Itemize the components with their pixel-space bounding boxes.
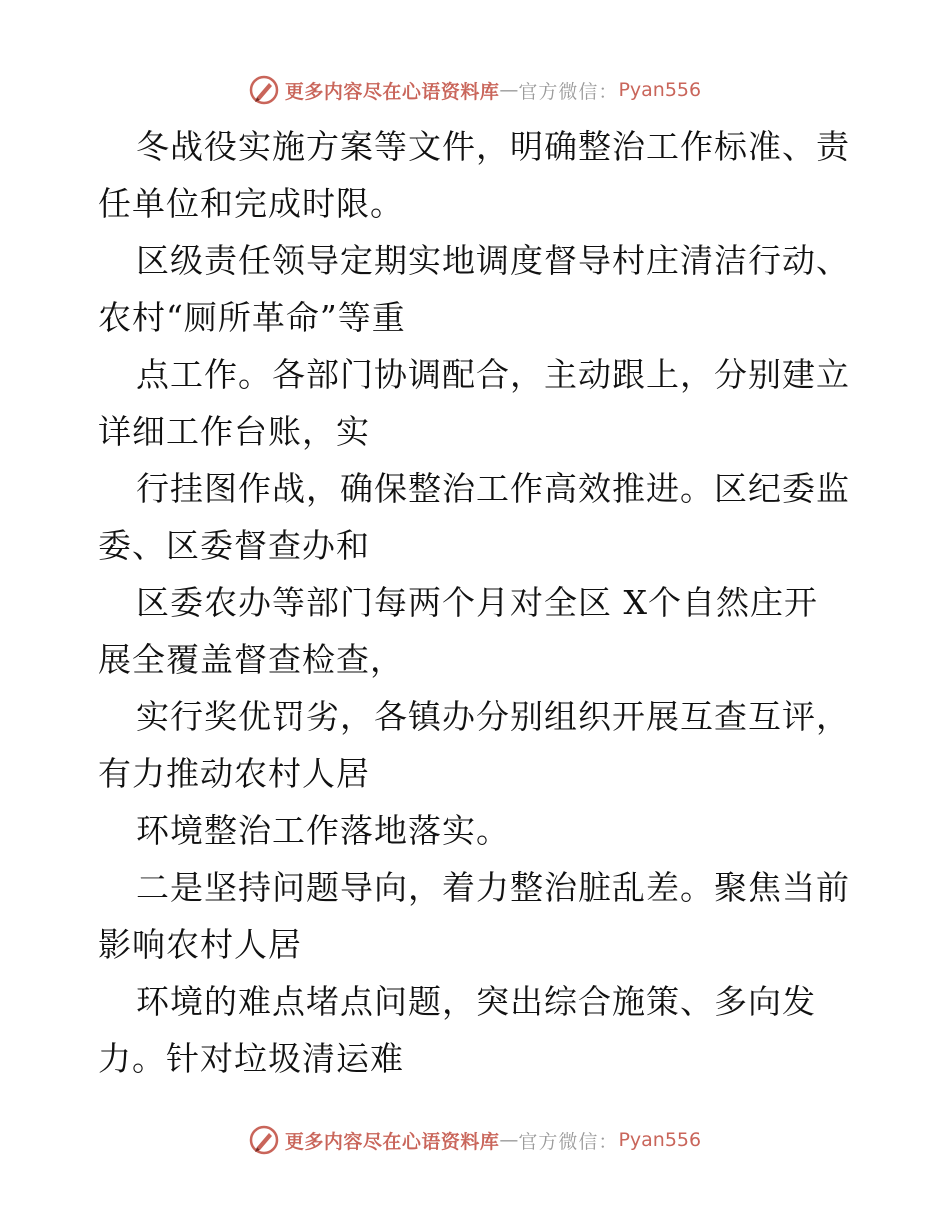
paragraph-line: 有力推动农村人居 xyxy=(98,754,370,793)
paragraph-line: 点工作。各部门协调配合，主动跟上，分别建立 xyxy=(136,355,850,394)
paragraph-line: 任单位和完成时限。 xyxy=(98,184,404,223)
watermark-wechat-id: Pyan556 xyxy=(618,1129,702,1151)
paragraph-line: 详细工作台账，实 xyxy=(98,412,370,451)
paragraph-line: 农村“厕所革命”等重 xyxy=(98,298,406,337)
pen-logo-icon xyxy=(249,1125,279,1155)
paragraph-line: 冬战役实施方案等文件，明确整治工作标准、责 xyxy=(136,127,850,166)
watermark-main-text: 更多内容尽在心语资料库 xyxy=(284,80,500,103)
watermark-sub-text: 官方微信： xyxy=(518,80,619,103)
paragraph-line: 力。针对垃圾清运难 xyxy=(98,1039,404,1078)
paragraph-line: 区委农办等部门每两个月对全区 X个自然庄开 xyxy=(136,583,818,622)
paragraph-line: 环境的难点堵点问题，突出综合施策、多向发 xyxy=(136,982,816,1021)
paragraph-line: 实行奖优罚劣，各镇办分别组织开展互查互评， xyxy=(136,697,850,736)
watermark-main-text: 更多内容尽在心语资料库 xyxy=(284,1130,500,1153)
watermark-sub-text: 官方微信： xyxy=(518,1130,619,1153)
paragraph-line: 影响农村人居 xyxy=(98,925,302,964)
paragraph-line: 委、区委督查办和 xyxy=(98,526,370,565)
paragraph-line: 区级责任领导定期实地调度督导村庄清洁行动、 xyxy=(136,241,850,280)
watermark-separator: — xyxy=(499,79,519,101)
watermark-wechat-id: Pyan556 xyxy=(618,79,702,101)
paragraph-line: 环境整治工作落地落实。 xyxy=(136,811,510,850)
document-body xyxy=(98,118,858,1087)
pen-logo-icon xyxy=(249,75,279,105)
paragraph-line: 行挂图作战，确保整治工作高效推进。区纪委监 xyxy=(136,469,850,508)
paragraph-line: 二是坚持问题导向，着力整治脏乱差。聚焦当前 xyxy=(136,868,850,907)
watermark-separator: — xyxy=(499,1129,519,1151)
header-watermark xyxy=(0,70,950,110)
footer-watermark xyxy=(0,1120,950,1160)
paragraph-line: 展全覆盖督查检查， xyxy=(98,640,404,679)
